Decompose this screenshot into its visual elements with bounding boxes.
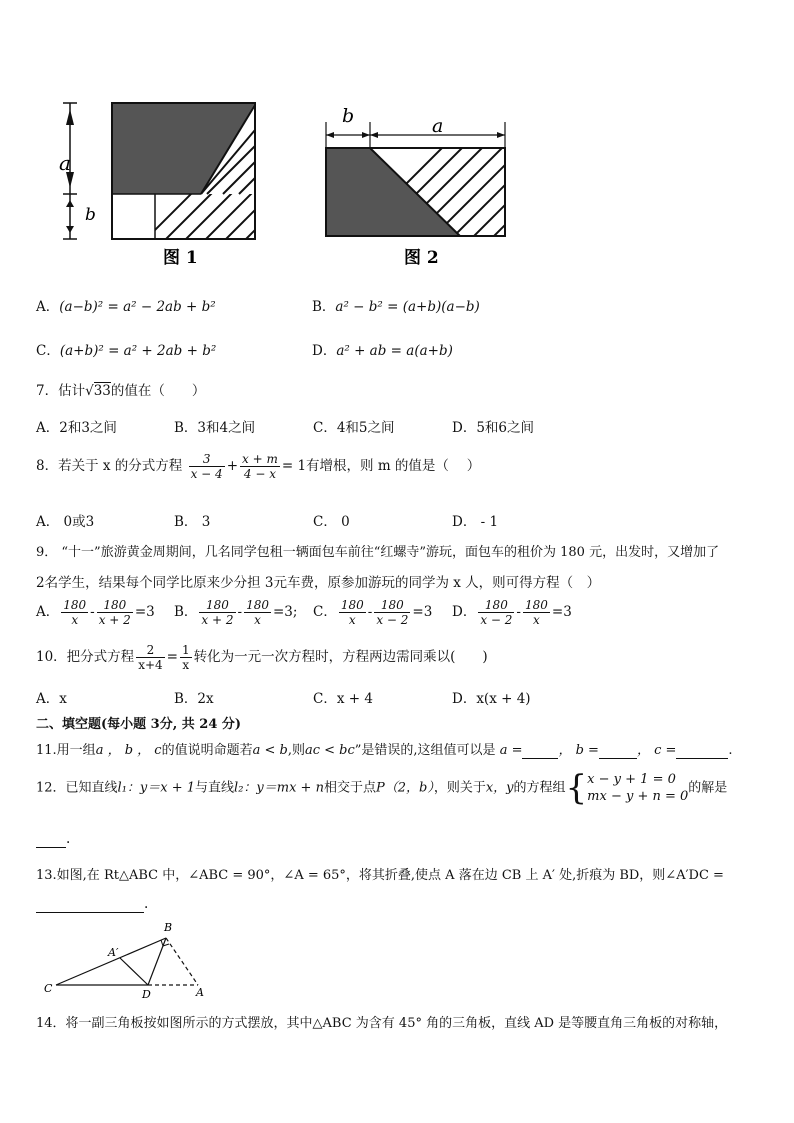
fig1-caption: 图 1: [163, 248, 198, 268]
q13-question: 13.如图,在 Rt△ABC 中，∠ABC = 90°，∠A = 65°，将其折叠,使点 A 落在边 CB 上 A′ 处,折痕为 BD，则∠A′DC =: [36, 868, 724, 883]
fig2-label-a: a: [432, 115, 444, 137]
q13-label-b: B: [164, 921, 173, 934]
fig1-label-a: a: [59, 151, 71, 175]
fig2-caption: 图 2: [404, 248, 439, 268]
section-2-heading: 二、填空题(每小题 3分, 共 24 分): [36, 717, 242, 732]
q13-label-d: D: [142, 988, 151, 1000]
q7-option-a[interactable]: A．2和3之间: [36, 420, 117, 436]
q10-question: 10．把分式方程 $\frac{2}{x+4}$ = $\frac{1}{x}$ 转化为一元一次方程时，方程两边需同乘以( ): [36, 643, 488, 672]
q9-option-a[interactable]: A． $\frac{180}{x}$ - $\frac{180}{x + 2}$ =3: [36, 598, 155, 627]
q10-option-c[interactable]: C．x + 4: [313, 691, 373, 707]
q10-option-d[interactable]: D．x(x + 4): [452, 691, 531, 707]
q6-option-a[interactable]: A．(a−b)² = a² − 2ab + b²: [36, 299, 216, 315]
q13-label-c: C: [44, 982, 53, 995]
q7-radicand: 33: [93, 383, 111, 399]
fig2-label-b: b: [342, 105, 355, 127]
q9-line-1: 9． “十一”旅游黄金周期间，几名同学包租一辆面包车前往“红螺寺”游玩，面包车的租价为 180 元，出发时，又增加了: [36, 545, 720, 560]
q8-option-a[interactable]: A． 0或3: [36, 514, 95, 530]
q9-option-b[interactable]: B． $\frac{180}{x + 2}$ - $\frac{180}{x}$ =3;: [174, 598, 298, 627]
q8-question: 8．若关于 x 的分式方程 $\frac{3}{x - 4}$ + $\frac{x + m}{4 - x}$ = 1有增根，则 m 的值是（ ）: [36, 452, 481, 481]
q10-option-b[interactable]: B．2x: [174, 691, 214, 707]
q7-option-b[interactable]: B．3和4之间: [174, 420, 256, 436]
q9-option-c[interactable]: C． $\frac{180}{x}$ - $\frac{180}{x - 2}$ =3: [313, 598, 433, 627]
q13-label-a: A: [196, 986, 204, 999]
q12-answer-blank[interactable]: .: [36, 831, 70, 848]
q11-blank-a[interactable]: [522, 743, 558, 759]
fig1-label-b: b: [85, 205, 96, 225]
q11-blank-b[interactable]: [599, 743, 637, 759]
q8-option-c[interactable]: C． 0: [313, 514, 350, 530]
q13-figure: [38, 918, 218, 1000]
q6-option-d[interactable]: D．a² + ab = a(a+b): [312, 343, 453, 359]
q6-option-c[interactable]: C．(a+b)² = a² + 2ab + b²: [36, 343, 217, 359]
q14-question: 14．将一副三角板按如图所示的方式摆放，其中△ABC 为含有 45° 角的三角板，直线 AD 是等腰直角三角板的对称轴，: [36, 1016, 728, 1031]
q12-system: x − y + 1 = 0 mx − y + n = 0: [587, 772, 689, 804]
q9-line-2: 2名学生，结果每个同学比原来少分担 3元车费，原参加游玩的同学为 x 人，则可得方程（ ）: [36, 575, 601, 591]
figure-1: [55, 95, 265, 270]
q8-fraction-2: $\frac{x + m}{4 - x}$: [242, 452, 278, 481]
q8-option-b[interactable]: B． 3: [174, 514, 211, 530]
q8-option-d[interactable]: D． - 1: [452, 514, 499, 530]
q7-option-c[interactable]: C．4和5之间: [313, 420, 395, 436]
q7-question: 7．估计√33的值在（ ）: [36, 383, 206, 399]
fig2-shaded-region: [326, 148, 460, 236]
q11-question: 11.用一组a ， b ， c的值说明命题若a < b,则ac < bc”是错误的,这组值可以是 a = ， b = ， c = .: [36, 743, 733, 758]
q13-answer-blank[interactable]: .: [36, 896, 148, 913]
q7-option-d[interactable]: D．5和6之间: [452, 420, 535, 436]
q7-radical: √: [85, 383, 94, 399]
q9-option-d[interactable]: D． $\frac{180}{x - 2}$ - $\frac{180}{x}$ =3: [452, 598, 572, 627]
q6-option-b[interactable]: B．a² − b² = (a+b)(a−b): [312, 299, 480, 315]
figure-2: [320, 100, 520, 270]
q11-blank-c[interactable]: [676, 743, 728, 759]
q8-fraction-1: $\frac{3}{x - 4}$: [190, 452, 223, 481]
q12-question: 12．已知直线l₁：y＝x + 1与直线l₂：y＝mx + n相交于点P（2，b），则关于x，y的方程组{ x − y + 1 = 0 mx − y + n = 0 的解是: [36, 768, 728, 808]
q10-option-a[interactable]: A．x: [36, 691, 67, 707]
q13-label-a-prime: A′: [108, 946, 119, 959]
